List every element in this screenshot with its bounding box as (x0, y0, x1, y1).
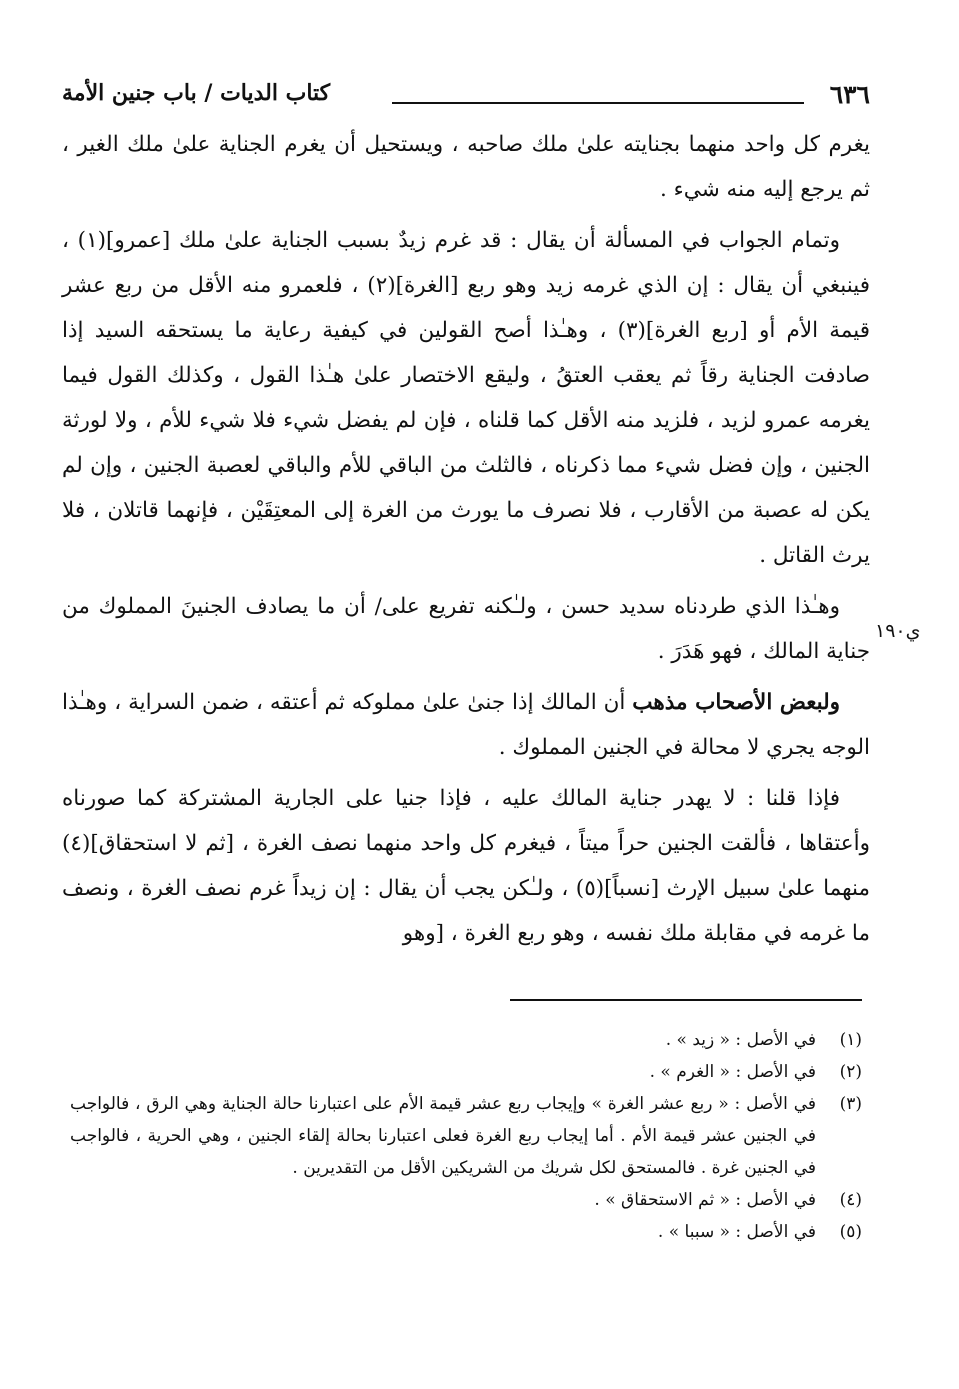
header-rule (392, 102, 804, 104)
footnote-number: (٣) (839, 1094, 862, 1114)
footnote (70, 1056, 862, 1088)
footnote (70, 1024, 862, 1056)
footnote-text: في الأصل : « الغرم » . (649, 1062, 816, 1082)
footnote-separator (510, 999, 862, 1001)
paragraph: وهـٰذا الذي طردناه سديد حسن ، ولـٰكنه تفريع على/ أن ما يصادف الجنينَ المملوك من جناية المالك ، فهو هَدَرَ . (62, 594, 870, 664)
footnote-text: في الأصل : « سببا » . (657, 1222, 816, 1242)
page-number: ٦٣٦ (829, 80, 870, 109)
footnote-number: (١) (839, 1030, 862, 1050)
main-text (62, 122, 870, 962)
footnote-text: في الأصل : « زيد » . (665, 1030, 816, 1050)
footnote (70, 1216, 862, 1248)
paragraph: وتمام الجواب في المسألة أن يقال : قد غرم زيدٌ بسبب الجناية علىٰ ملك [عمرو](١) ، فينبغي أن يقال : إن الذي غرمه زيد وهو ربع [الغرة](٢) ، فلعمرو منه الأقل من ربع عشر قيمة الأم أو [ربع الغرة](٣) ، وهـٰذا أصح القولين في كيفية رعاية ما يستحقه السيد إذا صادفت الجناية رقاً ثم يعقب العتقُ ، وليقع الاختصار علىٰ هـٰذا القول ، وكذلك القول فيما يغرمه عمرو لزيد ، فلزيد منه الأقل كما قلناه ، فإن لم يفضل شيء فلا شيء للأم ، ولا لورثة الجنين ، وإن فضل شيء مما ذكرناه ، فالثلث من الباقي للأم والباقي لعصبة الجنين ، وإن لم يكن له عصبة من الأقارب ، فلا نصرف ما يورث من الغرة إلى المعتِقَيْن ، فإنهما قاتلان ، فلا يرث القاتل . (62, 228, 870, 568)
paragraph: يغرم كل واحد منهما بجنايته علىٰ ملك صاحبه ، ويستحيل أن يغرم الجناية علىٰ ملك الغير ، ثم يرجع إليه منه شيء . (62, 132, 870, 202)
running-title: كتاب الديات / باب جنين الأمة (62, 80, 331, 106)
page-header (62, 80, 870, 120)
paragraph (62, 680, 870, 770)
paragraph: فإذا قلنا : لا يهدر جناية المالك عليه ، فإذا جنيا على الجارية المشتركة كما صورناه وأعتقاها ، فألقت الجنين حراً ميتاً ، فيغرم كل واحد منهما نصف الغرة ، [ثم لا استحقاق](٤) منهما علىٰ سبيل الإرث [نسباً](٥) ، ولـٰكن يجب أن يقال : إن زيداً غرم نصف الغرة ، ونصف ما غرمه في مقابلة ملك نفسه ، وهو ربع الغرة ، [وهو (62, 786, 870, 946)
footnote-number: (٥) (839, 1222, 862, 1242)
margin-folio-note: ي١٩٠ (875, 620, 921, 642)
footnote-number: (٤) (839, 1190, 862, 1210)
footnote (70, 1184, 862, 1216)
footnote-text: في الأصل : « ثم الاستحقاق » . (594, 1190, 816, 1210)
paragraph-lead: ولبعض الأصحاب مذهب (632, 690, 841, 715)
footnote (70, 1088, 862, 1184)
footnotes (70, 1024, 862, 1248)
paragraph-body: أن المالك إذا جنىٰ علىٰ مملوكه ثم أعتقه ، ضمن السراية ، وهـٰذا الوجه يجري لا محالة في الجنين المملوك . (62, 690, 870, 760)
footnote-number: (٢) (839, 1062, 862, 1082)
footnote-text: في الأصل : « ربع عشر الغرة » وإيجاب ربع عشر قيمة الأم على اعتبارنا حالة الجناية وهي الرق ، فالواجب في الجنين عشر قيمة الأم . أما إيجاب ربع الغرة فعلى اعتبارنا بحالة إلقاء الجنين ، وهي الحرية ، فالواجب في الجنين غرة . فالمستحق لكل شريك من الشريكين الأقل من التقديرين . (70, 1094, 816, 1178)
